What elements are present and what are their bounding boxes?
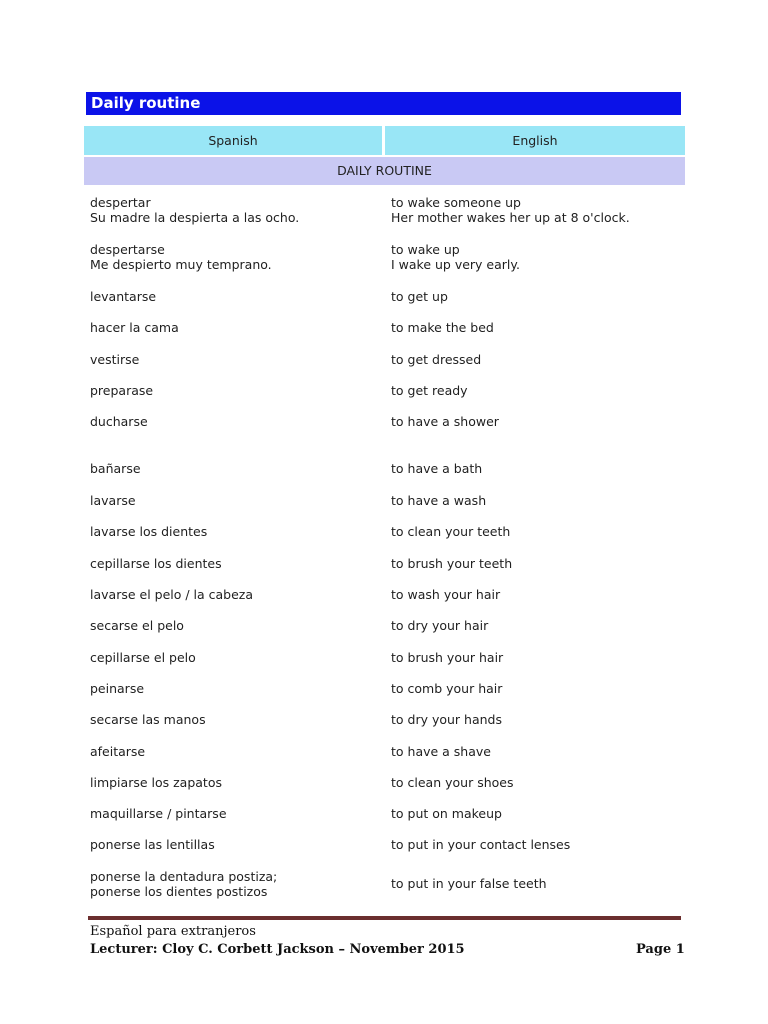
english-term: to make the bed: [391, 320, 494, 335]
spanish-term: hacer la cama: [90, 320, 179, 335]
english-term: to wash your hair: [391, 587, 501, 602]
spanish-term: maquillarse / pintarse: [90, 806, 227, 821]
english-term: to put on makeup: [391, 806, 502, 821]
english-cell: [391, 242, 681, 272]
spanish-term: ponerse la dentadura postiza;: [90, 869, 278, 884]
spanish-term-alt: ponerse los dientes postizos: [90, 884, 268, 899]
spanish-term: vestirse: [90, 352, 140, 367]
spanish-term: despertar: [90, 195, 151, 210]
spanish-term: lavarse los dientes: [90, 524, 208, 539]
english-term: to wake up: [391, 242, 460, 257]
spanish-term: ducharse: [90, 414, 148, 429]
spanish-term: despertarse: [90, 242, 165, 257]
english-term: to comb your hair: [391, 681, 503, 696]
english-term: to have a shave: [391, 744, 491, 759]
document-title: Daily routine: [86, 92, 681, 115]
column-header-english: English: [385, 126, 685, 155]
spanish-term: cepillarse el pelo: [90, 650, 196, 665]
footer-divider: [88, 916, 681, 920]
english-term: to get up: [391, 289, 448, 304]
spanish-term: cepillarse los dientes: [90, 556, 222, 571]
english-term: to dry your hands: [391, 712, 502, 727]
english-cell: [391, 195, 681, 225]
english-term: to put in your contact lenses: [391, 837, 571, 852]
spanish-term: secarse el pelo: [90, 618, 184, 633]
footer-course-title: Español para extranjeros: [90, 924, 256, 939]
spanish-cell: [90, 195, 380, 225]
spanish-cell: [90, 242, 380, 272]
spanish-term: preparase: [90, 383, 154, 398]
spanish-term: peinarse: [90, 681, 145, 696]
spanish-term: lavarse: [90, 493, 136, 508]
english-term: to put in your false teeth: [391, 876, 547, 891]
spanish-term: bañarse: [90, 461, 141, 476]
english-term: to clean your shoes: [391, 775, 514, 790]
english-example: I wake up very early.: [391, 257, 520, 272]
spanish-term: lavarse el pelo / la cabeza: [90, 587, 254, 602]
english-term: to get ready: [391, 383, 468, 398]
english-term: to have a bath: [391, 461, 483, 476]
english-term: to brush your teeth: [391, 556, 513, 571]
spanish-term: levantarse: [90, 289, 157, 304]
english-term: to have a shower: [391, 414, 499, 429]
spanish-cell: [90, 869, 380, 899]
english-term: to clean your teeth: [391, 524, 511, 539]
english-term: to have a wash: [391, 493, 487, 508]
english-example: Her mother wakes her up at 8 o'clock.: [391, 210, 630, 225]
spanish-example: Su madre la despierta a las ocho.: [90, 210, 300, 225]
english-term: to dry your hair: [391, 618, 489, 633]
english-term: to wake someone up: [391, 195, 521, 210]
spanish-term: secarse las manos: [90, 712, 206, 727]
english-term: to brush your hair: [391, 650, 504, 665]
english-term: to get dressed: [391, 352, 482, 367]
column-header-spanish: Spanish: [84, 126, 382, 155]
spanish-term: ponerse las lentillas: [90, 837, 215, 852]
spanish-term: afeitarse: [90, 744, 146, 759]
footer-page-number: Page 1: [636, 942, 685, 957]
section-title: DAILY ROUTINE: [84, 157, 685, 185]
spanish-example: Me despierto muy temprano.: [90, 257, 272, 272]
spanish-term: limpiarse los zapatos: [90, 775, 222, 790]
footer-lecturer: Lecturer: Cloy C. Corbett Jackson – November 2015: [90, 942, 465, 957]
